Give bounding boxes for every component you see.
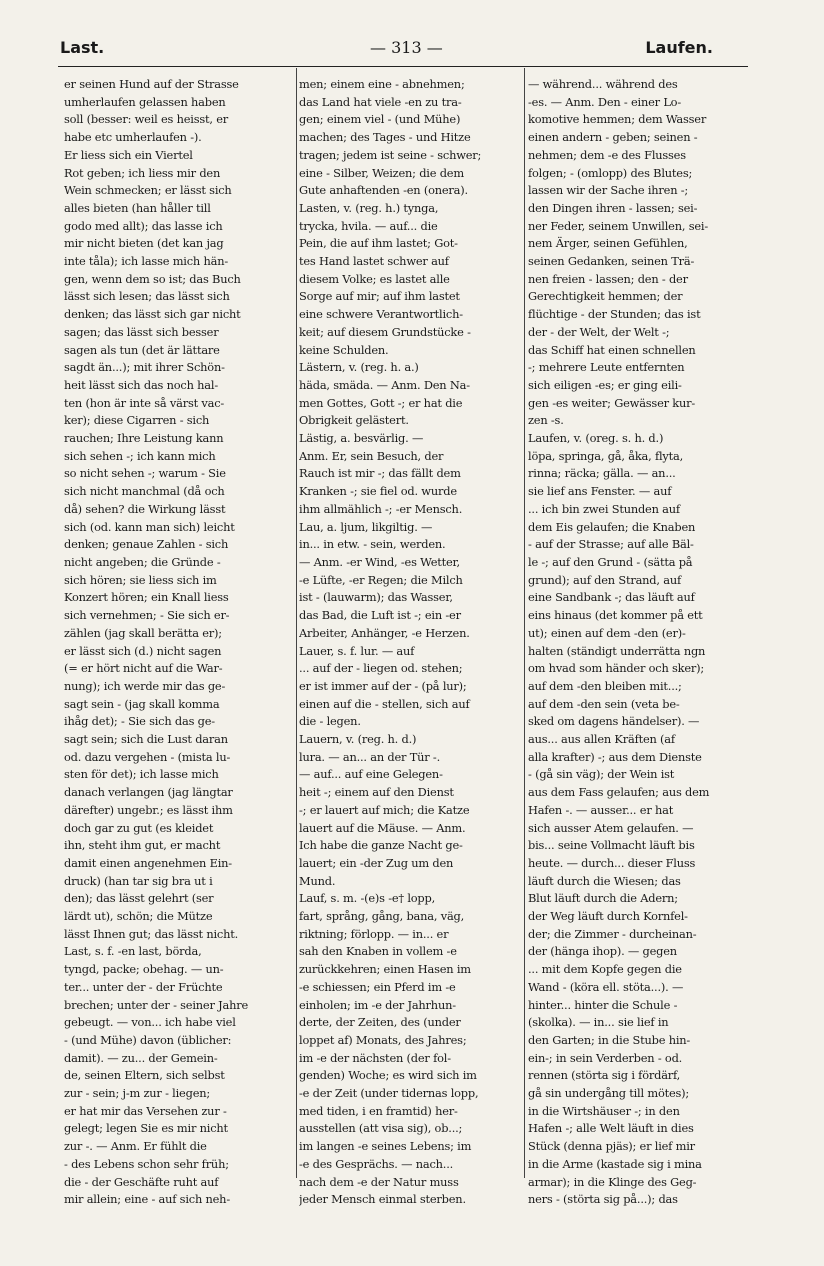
text-line: men Gottes, Gott -; er hat die	[299, 395, 463, 410]
text-line: med tiden, i en framtid) her-	[299, 1103, 458, 1118]
text-line: Rauch ist mir -; das fällt dem	[299, 466, 461, 481]
text-line: Pein, die auf ihm lastet; Got-	[299, 236, 458, 251]
text-line: ihm allmählich -; -er Mensch.	[299, 501, 463, 516]
text-line: ihåg det); - Sie sich das ge-	[64, 714, 215, 729]
text-line: sah den Knaben in vollem -e	[299, 944, 457, 959]
text-line: heit -; einem auf den Dienst	[299, 785, 454, 800]
text-line: zählen (jag skall berätta er);	[64, 625, 222, 640]
text-line: Anm. Er, sein Besuch, der	[299, 448, 444, 463]
text-line: soll (besser: weil es heisst, er	[64, 112, 229, 127]
text-line: den); das lässt gelehrt (ser	[64, 891, 214, 906]
text-line: danach verlangen (jag längtar	[64, 785, 233, 800]
text-line: umherlaufen gelassen haben	[64, 94, 226, 109]
text-line: die - legen.	[299, 714, 361, 729]
text-line: gå sin undergång till mötes);	[528, 1086, 690, 1101]
text-line: rauchen; Ihre Leistung kann	[64, 431, 224, 446]
text-line: das Schiff hat einen schnellen	[528, 342, 696, 357]
text-line: heit lässt sich das noch hal-	[64, 377, 218, 392]
text-line: habe etc umherlaufen -).	[64, 130, 202, 145]
text-line: sich ausser Atem gelaufen. —	[528, 820, 694, 835]
header-right-word: Laufen.	[645, 38, 713, 57]
text-line: in... in etw. - sein, werden.	[299, 537, 446, 552]
text-line: ut); einen auf dem -den (er)-	[528, 625, 686, 640]
text-line: sagt sein; sich die Lust daran	[64, 732, 228, 747]
text-line: eine - Silber, Weizen; die dem	[299, 165, 464, 180]
text-line: in die Arme (kastade sig i mina	[528, 1156, 702, 1171]
text-line: Hafen -. — ausser... er hat	[528, 802, 674, 817]
text-line: komotive hemmen; dem Wasser	[528, 112, 707, 127]
text-line: därefter) ungebr.; es lässt ihm	[64, 802, 233, 817]
text-line: häda, smäda. — Anm. Den Na-	[299, 377, 470, 392]
text-line: Lau, a. ljum, likgiltig. —	[299, 519, 433, 534]
text-line: so nicht sehen -; warum - Sie	[64, 466, 226, 481]
text-line: - (gå sin väg); der Wein ist	[528, 767, 675, 782]
text-line: sagt sein - (jag skall komma	[64, 696, 220, 711]
text-line: sie lief ans Fenster. — auf	[528, 484, 672, 499]
text-line: loppet af) Monats, des Jahres;	[299, 1032, 467, 1047]
text-line: lärdt ut), schön; die Mütze	[64, 909, 213, 924]
text-line: -; mehrere Leute entfernten	[528, 360, 685, 375]
text-line: -es. — Anm. Den - einer Lo-	[528, 94, 681, 109]
text-line: ... auf der - liegen od. stehen;	[299, 661, 463, 676]
text-line: im langen -e seines Lebens; im	[299, 1139, 472, 1154]
text-column-right	[528, 76, 750, 1209]
text-line: sich (od. kann man sich) leicht	[64, 519, 235, 534]
text-line: rinna; räcka; gälla. — an...	[528, 466, 676, 481]
text-line: Kranken -; sie fiel od. wurde	[299, 484, 457, 499]
text-line: mir nicht bieten (det kan jag	[64, 236, 224, 251]
text-line: Gute anhaftenden -en (onera).	[299, 183, 468, 198]
text-line: einen auf die - stellen, sich auf	[299, 696, 470, 711]
text-column-middle	[299, 76, 521, 1209]
text-line: sich hören; sie liess sich im	[64, 572, 217, 587]
text-line: - auf der Strasse; auf alle Bäl-	[528, 537, 694, 552]
text-line: er seinen Hund auf der Strasse	[64, 77, 239, 91]
text-line: Lasten, v. (reg. h.) tynga,	[299, 200, 439, 215]
text-line: Konzert hören; ein Knall liess	[64, 590, 229, 605]
text-line: druck) (han tar sig bra ut i	[64, 873, 213, 888]
text-line: läuft durch die Wiesen; das	[528, 873, 681, 888]
text-line: das Land hat viele -en zu tra-	[299, 94, 462, 109]
text-line: nen freien - lassen; den - der	[528, 271, 688, 286]
text-line: Wein schmecken; er lässt sich	[64, 183, 232, 198]
text-line: alles bieten (han håller till	[64, 200, 211, 215]
text-line: nach dem -e der Natur muss	[299, 1174, 459, 1189]
text-line: aus dem Fass gelaufen; aus dem	[528, 785, 710, 800]
text-line: grund); auf den Strand, auf	[528, 572, 681, 587]
text-line: der; die Zimmer - durcheinan-	[528, 926, 697, 941]
text-line: ten (hon är inte så värst vac-	[64, 395, 225, 410]
text-line: Lästig, a. besvärlig. —	[299, 431, 424, 446]
text-line: -; er lauert auf mich; die Katze	[299, 802, 470, 817]
text-line: ist - (lauwarm); das Wasser,	[299, 590, 453, 605]
header-left-word: Last.	[60, 38, 105, 57]
text-line: diesem Volke; es lastet alle	[299, 271, 450, 286]
text-line: Mund.	[299, 873, 336, 888]
text-line: die - der Geschäfte ruht auf	[64, 1174, 219, 1189]
text-line: ter... unter der - der Früchte	[64, 979, 223, 994]
text-line: bis... seine Vollmacht läuft bis	[528, 838, 695, 853]
text-line: ausstellen (att visa sig), ob...;	[299, 1121, 463, 1136]
text-line: då) sehen? die Wirkung lässt	[64, 501, 226, 516]
text-line: Lauf, s. m. -(e)s -e† lopp,	[299, 891, 436, 906]
text-line: sich nicht manchmal (då och	[64, 484, 225, 499]
text-line: om hvad som händer och sker);	[528, 661, 705, 676]
text-line: denken; genaue Zahlen - sich	[64, 537, 229, 552]
text-line: nem Ärger, seinen Gefühlen,	[528, 236, 688, 251]
text-line: Rot geben; ich liess mir den	[64, 165, 221, 180]
text-line: damit). — zu... der Gemein-	[64, 1050, 218, 1065]
text-line: eins hinaus (det kommer på ett	[528, 608, 703, 623]
text-line: aus... aus allen Kräften (af	[528, 732, 675, 747]
text-line: zur -. — Anm. Er fühlt die	[64, 1139, 207, 1154]
text-line: Sorge auf mir; auf ihm lastet	[299, 289, 460, 304]
text-line: einholen; im -e der Jahrhun-	[299, 997, 456, 1012]
text-line: lura. — an... an der Tür -.	[299, 749, 440, 764]
text-line: Er liess sich ein Viertel	[64, 147, 193, 162]
text-line: le -; auf den Grund - (sätta på	[528, 554, 693, 569]
text-line: genden) Woche; es wird sich im	[299, 1068, 477, 1083]
text-line: seinen Gedanken, seinen Trä-	[528, 254, 695, 269]
text-line: - (und Mühe) davon (üblicher:	[64, 1032, 232, 1047]
text-line: hinter... hinter die Schule -	[528, 997, 678, 1012]
text-line: men; einem eine - abnehmen;	[299, 77, 465, 91]
text-line: nehmen; dem -e des Flusses	[528, 147, 686, 162]
page-header	[55, 30, 775, 62]
text-line: sagen als tun (det är lättare	[64, 342, 220, 357]
text-column-left	[64, 76, 293, 1209]
text-line: tragen; jedem ist seine - schwer;	[299, 147, 482, 162]
text-line: Lauern, v. (reg. h. d.)	[299, 732, 417, 747]
text-line: — Anm. -er Wind, -es Wetter,	[299, 554, 460, 569]
text-line: doch gar zu gut (es kleidet	[64, 820, 214, 835]
text-line: derte, der Zeiten, des (under	[299, 1015, 461, 1030]
text-line: gen, wenn dem so ist; das Buch	[64, 271, 241, 286]
text-line: der (hänga ihop). — gegen	[528, 944, 677, 959]
text-line: od. dazu vergehen - (mista lu-	[64, 749, 231, 764]
text-line: Lauer, s. f. lur. — auf	[299, 643, 415, 658]
text-line: sich sehen -; ich kann mich	[64, 448, 216, 463]
header-rule	[58, 66, 748, 67]
text-line: nung); ich werde mir das ge-	[64, 678, 226, 693]
text-line: tyngd, packe; obehag. — un-	[64, 962, 224, 977]
text-line: (skolka). — in... sie lief in	[528, 1015, 669, 1030]
text-line: er hat mir das Versehen zur -	[64, 1103, 227, 1118]
text-line: rennen (störta sig i fördärf,	[528, 1068, 681, 1083]
text-line: Blut läuft durch die Adern;	[528, 891, 678, 906]
text-line: zen -s.	[528, 413, 564, 428]
text-line: keine Schulden.	[299, 342, 389, 357]
text-line: Wand - (köra ell. stöta...). —	[528, 979, 684, 994]
text-line: -e schiessen; ein Pferd im -e	[299, 979, 456, 994]
text-line: gen; einem viel - (und Mühe)	[299, 112, 461, 127]
text-line: das Bad, die Luft ist -; ein -er	[299, 608, 461, 623]
text-line: fart, språng, gång, bana, väg,	[299, 909, 465, 924]
text-line: keit; auf diesem Grundstücke -	[299, 324, 471, 339]
text-line: lässt Ihnen gut; das lässt nicht.	[64, 926, 239, 941]
text-line: ihn, steht ihm gut, er macht	[64, 838, 221, 853]
text-line: de, seinen Eltern, sich selbst	[64, 1068, 225, 1083]
text-line: sagen; das lässt sich besser	[64, 324, 219, 339]
text-line: godo med allt); das lasse ich	[64, 218, 223, 233]
text-line: ners - (störta sig på...); das	[528, 1192, 678, 1207]
text-line: - des Lebens schon sehr früh;	[64, 1156, 229, 1171]
text-line: ker); diese Cigarren - sich	[64, 413, 210, 428]
text-line: auf dem -den bleiben mit...;	[528, 678, 682, 693]
text-line: in die Wirtshäuser -; in den	[528, 1103, 680, 1118]
text-line: heute. — durch... dieser Fluss	[528, 855, 696, 870]
text-line: halten (ständigt underrätta ngn	[528, 643, 706, 658]
text-line: inte tåla); ich lasse mich hän-	[64, 254, 228, 269]
text-line: brechen; unter der - seiner Jahre	[64, 997, 249, 1012]
text-line: -e des Gesprächs. — nach...	[299, 1156, 454, 1171]
text-line: gebeugt. — von... ich habe viel	[64, 1015, 236, 1030]
text-line: denken; das lässt sich gar nicht	[64, 307, 241, 322]
text-line: Ich habe die ganze Nacht ge-	[299, 838, 463, 853]
text-line: ein-; in sein Verderben - od.	[528, 1050, 683, 1065]
text-line: eine Sandbank -; das läuft auf	[528, 590, 695, 605]
text-line: Lästern, v. (reg. h. a.)	[299, 360, 419, 375]
text-line: lauert; ein -der Zug um den	[299, 855, 454, 870]
text-line: mir allein; eine - auf sich neh-	[64, 1192, 230, 1207]
text-line: zurückkehren; einen Hasen im	[299, 962, 471, 977]
text-line: sten för det); ich lasse mich	[64, 767, 219, 782]
text-line: riktning; förlopp. — in... er	[299, 926, 449, 941]
text-line: machen; des Tages - und Hitze	[299, 130, 471, 145]
text-line: ... ich bin zwei Stunden auf	[528, 501, 680, 516]
text-line: Laufen, v. (oreg. s. h. d.)	[528, 431, 664, 446]
text-line: sich vernehmen; - Sie sich er-	[64, 608, 230, 623]
text-line: lassen wir der Sache ihren -;	[528, 183, 689, 198]
page-number: — 313 —	[370, 38, 443, 57]
text-line: armar); in die Klinge des Geg-	[528, 1174, 697, 1189]
column-divider	[296, 68, 297, 1178]
text-line: dem Eis gelaufen; die Knaben	[528, 519, 696, 534]
text-line: Last, s. f. -en last, börda,	[64, 944, 202, 959]
text-line: der Weg läuft durch Kornfel-	[528, 909, 688, 924]
text-line: -e der Zeit (under tidernas lopp,	[299, 1086, 479, 1101]
text-line: -e Lüfte, -er Regen; die Milch	[299, 572, 463, 587]
text-line: — auf... auf eine Gelegen-	[299, 767, 443, 782]
column-divider	[524, 68, 525, 1178]
text-line: den Garten; in die Stube hin-	[528, 1032, 691, 1047]
text-line: Hafen -; alle Welt läuft in dies	[528, 1121, 694, 1136]
text-line: Obrigkeit gelästert.	[299, 413, 409, 428]
text-line: jeder Mensch einmal sterben.	[299, 1192, 466, 1207]
text-line: lässt sich lesen; das lässt sich	[64, 289, 230, 304]
text-line: (= er hört nicht auf die War-	[64, 661, 223, 676]
text-line: sagdt än...); mit ihrer Schön-	[64, 360, 225, 375]
text-line: lauert auf die Mäuse. — Anm.	[299, 820, 466, 835]
text-line: eine schwere Verantwortlich-	[299, 307, 463, 322]
text-line: ner Feder, seinem Unwillen, sei-	[528, 218, 708, 233]
text-line: Stück (denna pjäs); er lief mir	[528, 1139, 695, 1154]
text-line: Arbeiter, Anhänger, -e Herzen.	[299, 625, 470, 640]
text-line: Gerechtigkeit hemmen; der	[528, 289, 683, 304]
text-line: im -e der nächsten (der fol-	[299, 1050, 451, 1065]
text-line: zur - sein; j-m zur - liegen;	[64, 1086, 211, 1101]
text-line: löpa, springa, gå, åka, flyta,	[528, 448, 684, 463]
text-line: er lässt sich (d.) nicht sagen	[64, 643, 222, 658]
text-line: gelegt; legen Sie es mir nicht	[64, 1121, 228, 1136]
text-line: nicht angeben; die Gründe -	[64, 554, 221, 569]
text-line: folgen; - (omlopp) des Blutes;	[528, 165, 693, 180]
text-line: damit einen angenehmen Ein-	[64, 855, 232, 870]
text-line: tes Hand lastet schwer auf	[299, 254, 449, 269]
text-line: ... mit dem Kopfe gegen die	[528, 962, 682, 977]
text-line: der - der Welt, der Welt -;	[528, 324, 670, 339]
text-line: auf dem -den sein (veta be-	[528, 696, 680, 711]
text-line: er ist immer auf der - (på lur);	[299, 678, 467, 693]
text-line: einen andern - geben; seinen -	[528, 130, 698, 145]
text-line: den Dingen ihren - lassen; sei-	[528, 200, 698, 215]
text-line: flüchtige - der Stunden; das ist	[528, 307, 701, 322]
text-line: gen -es weiter; Gewässer kur-	[528, 395, 696, 410]
text-line: sked om dagens händelser). —	[528, 714, 700, 729]
text-line: sich eiligen -es; er ging eili-	[528, 377, 682, 392]
text-line: trycka, hvila. — auf... die	[299, 218, 438, 233]
text-line: — während... während des	[528, 77, 678, 91]
text-line: alla krafter) -; aus dem Dienste	[528, 749, 702, 764]
